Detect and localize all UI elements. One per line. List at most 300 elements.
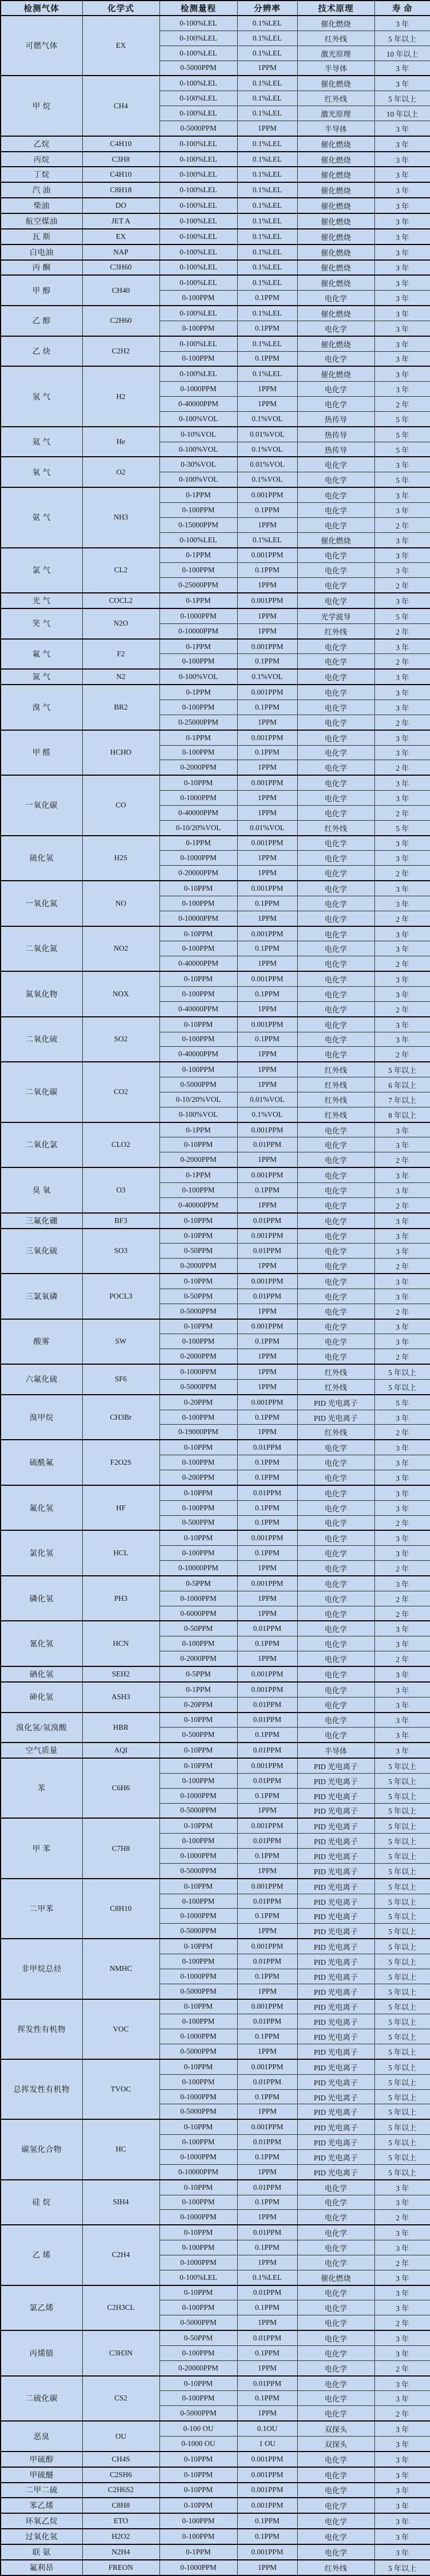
resolution-cell: 0.1PPM [237, 941, 297, 956]
resolution-cell: 1PPM [237, 1062, 297, 1077]
table-row [1, 775, 430, 790]
range-cell: 0-6000PPM [159, 1606, 237, 1621]
life-cell: 3 年 [374, 503, 430, 518]
principle-cell: 电化学 [297, 2330, 374, 2345]
principle-cell: 电化学 [297, 2255, 374, 2270]
range-cell: 0-500PPM [159, 1515, 237, 1530]
resolution-cell: 0.1PPM [237, 2029, 297, 2044]
resolution-cell: 1PPM [237, 1379, 297, 1394]
principle-cell: 光学波导 [297, 608, 374, 623]
principle-cell: 催化燃烧 [297, 152, 374, 167]
resolution-cell: 0.01PPM [237, 1743, 297, 1758]
life-cell: 5 年以上 [374, 1364, 430, 1379]
principle-cell: 热传导 [297, 427, 374, 442]
principle-cell: 电化学 [297, 1334, 374, 1349]
resolution-cell: 0.1%LEL [237, 275, 297, 290]
gas-name-cell: 笑 气 [1, 608, 82, 639]
principle-cell: 电化学 [297, 487, 374, 502]
gas-name-cell: 苯 [1, 1758, 82, 1818]
principle-cell: 电化学 [297, 457, 374, 472]
resolution-cell: 0.1%LEL [237, 46, 297, 61]
gas-name-cell: 三氧化硫 [1, 1229, 82, 1274]
gas-name-cell: 溴甲烷 [1, 1395, 82, 1440]
life-cell: 5 年以上 [374, 2089, 430, 2104]
gas-name-cell: 丙烷 [1, 152, 82, 167]
gas-name-cell: 可燃气体 [1, 16, 82, 76]
gas-formula-cell: F2 [82, 639, 159, 670]
principle-cell: 双探头 [297, 2421, 374, 2436]
resolution-cell: 1PPM [237, 1047, 297, 1062]
resolution-cell: 0.1PPM [237, 291, 297, 306]
principle-cell: 电化学 [297, 1621, 374, 1636]
principle-cell: 催化燃烧 [297, 167, 374, 182]
table-row [1, 1999, 430, 2014]
range-cell: 0-20000PPM [159, 2360, 237, 2375]
range-cell: 0-5000PPM [159, 2406, 237, 2421]
gas-formula-cell: He [82, 427, 159, 457]
header-resolution: 分辨率 [237, 1, 297, 16]
life-cell: 5 年以上 [374, 2074, 430, 2089]
resolution-cell: 0.01PPM [237, 2330, 297, 2345]
range-cell: 0-10PPM [159, 2180, 237, 2195]
life-cell: 2 年 [374, 1425, 430, 1440]
range-cell: 0-10PPM [159, 1713, 237, 1728]
principle-cell: PID 光电离子 [297, 2044, 374, 2059]
principle-cell: 电化学 [297, 2240, 374, 2255]
life-cell: 3 年 [374, 275, 430, 290]
range-cell: 0-100PPM [159, 941, 237, 956]
gas-formula-cell: SW [82, 1319, 159, 1365]
life-cell: 5 年 [374, 411, 430, 426]
range-cell: 0-10PPM [159, 2059, 237, 2074]
table-row [1, 1213, 430, 1229]
gas-formula-cell: C2H3CL [82, 2285, 159, 2331]
resolution-cell: 0.1PPM [237, 1515, 297, 1530]
range-cell: 0-5000PPM [159, 1863, 237, 1878]
life-cell: 5 年以上 [374, 2149, 430, 2164]
principle-cell: 电化学 [297, 1455, 374, 1470]
gas-name-cell: 溴化氢/氢溴酸 [1, 1713, 82, 1743]
life-cell: 3 年 [374, 1470, 430, 1485]
table-row [1, 152, 430, 167]
resolution-cell: 1PPM [237, 2255, 297, 2270]
life-cell: 2 年 [374, 1561, 430, 1576]
resolution-cell: 1PPM [237, 1425, 297, 1440]
principle-cell: PID 光电离子 [297, 1999, 374, 2014]
life-cell: 5 年以上 [374, 2104, 430, 2119]
resolution-cell: 0.1PPM [237, 654, 297, 669]
range-cell: 0-10PPM [159, 1818, 237, 1833]
gas-formula-cell: H2S [82, 836, 159, 881]
life-cell: 3 年 [374, 2270, 430, 2285]
table-row [1, 76, 430, 91]
resolution-cell: 0.1%VOL [237, 1107, 297, 1122]
life-cell: 3 年 [374, 532, 430, 547]
range-cell: 0-10000PPM [159, 911, 237, 926]
table-row [1, 2544, 430, 2560]
gas-formula-cell: C3H3N [82, 2330, 159, 2376]
range-cell: 0-20PPM [159, 1697, 237, 1712]
resolution-cell: 0.01PPM [237, 1244, 297, 1259]
gas-name-cell: 三氟化硼 [1, 1213, 82, 1229]
gas-formula-cell: CL2 [82, 548, 159, 593]
gas-formula-cell: SO3 [82, 1229, 159, 1274]
life-cell: 3 年 [374, 2240, 430, 2255]
range-cell: 0-1000PPM [159, 851, 237, 866]
table-row [1, 336, 430, 351]
life-cell: 3 年 [374, 1530, 430, 1545]
range-cell: 0-100PPM [159, 1032, 237, 1047]
resolution-cell: 0.01PPM [237, 1440, 297, 1455]
range-cell: 0-100PPM [159, 745, 237, 760]
life-cell: 3 年 [374, 1576, 430, 1591]
life-cell: 3 年 [374, 926, 430, 941]
principle-cell: 电化学 [297, 760, 374, 775]
range-cell: 0-100PPM [159, 896, 237, 911]
range-cell: 0-100PPM [159, 700, 237, 715]
range-cell: 0-100%LEL [159, 306, 237, 321]
life-cell: 3 年 [374, 2544, 430, 2560]
life-cell: 5 年 [374, 442, 430, 457]
life-cell: 2 年 [374, 2360, 430, 2375]
resolution-cell: 0.01%VOL [237, 427, 297, 442]
resolution-cell: 0.1PPM [237, 2529, 297, 2544]
resolution-cell: 0.1%LEL [237, 336, 297, 351]
gas-name-cell: 白电油 [1, 244, 82, 260]
range-cell: 0-100%VOL [159, 411, 237, 426]
resolution-cell: 0.001PPM [237, 2059, 297, 2074]
principle-cell: 电化学 [297, 1047, 374, 1062]
range-cell: 0-10PPM [159, 2498, 237, 2513]
principle-cell: 双探头 [297, 2437, 374, 2452]
range-cell: 0-100%LEL [159, 76, 237, 91]
resolution-cell: 0.01PPM [237, 2074, 297, 2089]
resolution-cell: 0.001PPM [237, 487, 297, 502]
principle-cell: PID 光电离子 [297, 1410, 374, 1425]
range-cell: 0-100%LEL [159, 46, 237, 61]
life-cell: 5 年以上 [374, 1758, 430, 1773]
principle-cell: 电化学 [297, 669, 374, 685]
gas-name-cell: 乙 烯 [1, 2225, 82, 2285]
life-cell: 3 年 [374, 382, 430, 397]
life-cell: 3 年 [374, 1289, 430, 1304]
gas-formula-cell: SF6 [82, 1364, 159, 1395]
range-cell: 0-10PPM [159, 971, 237, 986]
principle-cell: PID 光电离子 [297, 2074, 374, 2089]
table-row [1, 1274, 430, 1289]
table-row [1, 685, 430, 700]
gas-formula-cell: COCL2 [82, 593, 159, 608]
principle-cell: 半导体 [297, 61, 374, 76]
gas-name-cell: 光 气 [1, 593, 82, 608]
gas-formula-cell: TVOC [82, 2059, 159, 2119]
range-cell: 0-100%LEL [159, 198, 237, 213]
life-cell: 3 年 [374, 76, 430, 91]
life-cell: 2 年 [374, 2255, 430, 2270]
gas-name-cell: 氯乙烯 [1, 2285, 82, 2331]
life-cell: 5 年以上 [374, 2135, 430, 2150]
resolution-cell: 0.1PPM [237, 896, 297, 911]
principle-cell: 红外线 [297, 31, 374, 46]
gas-formula-cell: ASH3 [82, 1682, 159, 1713]
life-cell: 3 年 [374, 336, 430, 351]
resolution-cell: 0.1PPM [237, 1849, 297, 1864]
principle-cell: 电化学 [297, 1244, 374, 1259]
resolution-cell: 0.001PPM [237, 548, 297, 563]
life-cell: 3 年 [374, 244, 430, 260]
gas-formula-cell: EX [82, 16, 159, 76]
range-cell: 0-10PPM [159, 2376, 237, 2391]
gas-name-cell: 甲 苯 [1, 1818, 82, 1878]
table-row [1, 1758, 430, 1773]
gas-formula-cell: CO2 [82, 1062, 159, 1122]
range-cell: 0-100PPM [159, 291, 237, 306]
table-row [1, 593, 430, 608]
principle-cell: 电化学 [297, 881, 374, 896]
principle-cell: 电化学 [297, 1546, 374, 1561]
principle-cell: PID 光电离子 [297, 1773, 374, 1788]
life-cell: 5 年以上 [374, 2560, 430, 2575]
life-cell: 3 年 [374, 1244, 430, 1259]
range-cell: 0-1PPM [159, 836, 237, 851]
principle-cell: 电化学 [297, 382, 374, 397]
range-cell: 0-100PPM [159, 563, 237, 578]
resolution-cell: 1PPM [237, 2315, 297, 2330]
principle-cell: 电化学 [297, 2285, 374, 2300]
principle-cell: 电化学 [297, 2360, 374, 2375]
range-cell: 0-5000PPM [159, 61, 237, 76]
resolution-cell: 1PPM [237, 121, 297, 136]
principle-cell: 催化燃烧 [297, 532, 374, 547]
gas-formula-cell: H2 [82, 366, 159, 426]
life-cell: 3 年 [374, 548, 430, 563]
resolution-cell: 0.1%LEL [237, 152, 297, 167]
life-cell: 2 年 [374, 578, 430, 593]
range-cell: 0-100PPM [159, 351, 237, 366]
resolution-cell: 1PPM [237, 956, 297, 971]
gas-formula-cell: C3H60 [82, 260, 159, 276]
resolution-cell: 0.01PPM [237, 1773, 297, 1788]
range-cell: 0-10PPM [159, 1939, 237, 1954]
range-cell: 0-1000PPM [159, 608, 237, 623]
table-row [1, 1167, 430, 1182]
principle-cell: 红外线 [297, 1425, 374, 1440]
range-cell: 0-5000PPM [159, 1984, 237, 1999]
principle-cell: 电化学 [297, 1197, 374, 1212]
life-cell: 5 年以上 [374, 1788, 430, 1803]
gas-name-cell: 甲 醇 [1, 275, 82, 306]
range-cell: 0-5000PPM [159, 1379, 237, 1394]
resolution-cell: 0.001PPM [237, 971, 297, 986]
table-row [1, 244, 430, 260]
principle-cell: 电化学 [297, 1606, 374, 1621]
principle-cell: 电化学 [297, 1591, 374, 1606]
life-cell: 2 年 [374, 397, 430, 412]
resolution-cell: 0.1PPM [237, 2240, 297, 2255]
gas-formula-cell: C7H8 [82, 1818, 159, 1878]
header-row [1, 1, 430, 16]
principle-cell: 电化学 [297, 926, 374, 941]
life-cell: 3 年 [374, 1122, 430, 1137]
gas-name-cell: 乙 醇 [1, 306, 82, 336]
principle-cell: 催化燃烧 [297, 336, 374, 351]
resolution-cell: 1PPM [237, 760, 297, 775]
resolution-cell: 0.01PPM [237, 1621, 297, 1636]
table-row [1, 1576, 430, 1591]
life-cell: 3 年 [374, 1334, 430, 1349]
resolution-cell: 0.1%LEL [237, 260, 297, 276]
gas-formula-cell: C4H10 [82, 167, 159, 182]
principle-cell: 电化学 [297, 1530, 374, 1545]
resolution-cell: 1PPM [237, 2406, 297, 2421]
principle-cell: PID 光电离子 [297, 1395, 374, 1410]
range-cell: 0-100%LEL [159, 244, 237, 260]
life-cell: 3 年 [374, 1229, 430, 1244]
life-cell: 3 年 [374, 896, 430, 911]
range-cell: 0-100PPM [159, 2513, 237, 2529]
range-cell: 0-40000PPM [159, 1197, 237, 1212]
life-cell: 3 年 [374, 167, 430, 182]
range-cell: 0-5PPM [159, 1666, 237, 1682]
table-row [1, 2529, 430, 2544]
table-row [1, 2498, 430, 2513]
principle-cell: 电化学 [297, 987, 374, 1002]
gas-formula-cell: HCHO [82, 730, 159, 776]
resolution-cell: 1PPM [237, 1561, 297, 1576]
resolution-cell: 0.01PPM [237, 1289, 297, 1304]
life-cell: 3 年 [374, 1485, 430, 1500]
resolution-cell: 1PPM [237, 866, 297, 881]
resolution-cell: 0.001PPM [237, 2119, 297, 2134]
life-cell: 3 年 [374, 1319, 430, 1334]
life-cell: 3 年 [374, 2195, 430, 2210]
principle-cell: 热传导 [297, 442, 374, 457]
resolution-cell: 0.1%LEL [237, 532, 297, 547]
principle-cell: 催化燃烧 [297, 198, 374, 213]
life-cell: 5 年以上 [374, 2119, 430, 2134]
principle-cell: 电化学 [297, 1137, 374, 1152]
principle-cell: 电化学 [297, 1713, 374, 1728]
table-row [1, 1743, 430, 1758]
range-cell: 0-100PPM [159, 1834, 237, 1849]
table-row [1, 1440, 430, 1455]
gas-formula-cell: CO [82, 775, 159, 835]
range-cell: 0-20PPM [159, 1395, 237, 1410]
gas-table-body [1, 16, 430, 2575]
table-row [1, 1364, 430, 1379]
resolution-cell: 0.1PPM [237, 2391, 297, 2406]
resolution-cell: 1PPM [237, 2560, 297, 2575]
life-cell: 5 年以上 [374, 1984, 430, 1999]
range-cell: 0-50PPM [159, 1244, 237, 1259]
range-cell: 0-40000PPM [159, 805, 237, 820]
gas-name-cell: 碳氢化合物 [1, 2119, 82, 2179]
range-cell: 0-1000PPM [159, 1364, 237, 1379]
life-cell: 3 年 [374, 2421, 430, 2436]
life-cell: 3 年 [374, 1697, 430, 1712]
resolution-cell: 0.01%VOL [237, 1092, 297, 1107]
gas-name-cell: 联 氨 [1, 2544, 82, 2560]
life-cell: 7 年以上 [374, 1092, 430, 1107]
life-cell: 3 年 [374, 1455, 430, 1470]
range-cell: 0-1000PPM [159, 1909, 237, 1924]
principle-cell: 红外线 [297, 1077, 374, 1092]
principle-cell: 电化学 [297, 517, 374, 532]
gas-name-cell: 乙烷 [1, 136, 82, 152]
principle-cell: 电化学 [297, 639, 374, 654]
gas-name-cell: 氰化氢 [1, 1621, 82, 1666]
resolution-cell: 0.001PPM [237, 685, 297, 700]
resolution-cell: 0.01PPM [237, 2014, 297, 2029]
resolution-cell: 1PPM [237, 2044, 297, 2059]
gas-name-cell: 二甲二硫 [1, 2483, 82, 2498]
resolution-cell: 0.001PPM [237, 1682, 297, 1697]
table-row [1, 1939, 430, 1954]
life-cell: 2 年 [374, 1651, 430, 1666]
header-gas: 检测气体 [1, 1, 82, 16]
range-cell: 0-1000PPM [159, 1591, 237, 1606]
resolution-cell: 0.01PPM [237, 2376, 297, 2391]
principle-cell: 红外线 [297, 1379, 374, 1394]
range-cell: 0-100PPM [159, 1334, 237, 1349]
gas-name-cell: 砷化氢 [1, 1682, 82, 1713]
life-cell: 3 年 [374, 791, 430, 806]
principle-cell: PID 光电离子 [297, 1969, 374, 1984]
gas-formula-cell: C8H8 [82, 2498, 159, 2513]
resolution-cell: 0.01%VOL [237, 457, 297, 472]
gas-formula-cell: C2H2 [82, 336, 159, 367]
table-row [1, 2119, 430, 2134]
resolution-cell: 0.1%VOL [237, 669, 297, 685]
range-cell: 0-100PPM [159, 1636, 237, 1651]
principle-cell: PID 光电离子 [297, 1788, 374, 1803]
table-row [1, 1485, 430, 1500]
principle-cell: 电化学 [297, 578, 374, 593]
resolution-cell: 0.1PPM [237, 1182, 297, 1197]
life-cell: 5 年以上 [374, 2029, 430, 2044]
range-cell: 0-100%LEL [159, 260, 237, 276]
principle-cell: 电化学 [297, 1651, 374, 1666]
principle-cell: PID 光电离子 [297, 1834, 374, 1849]
principle-cell: PID 光电离子 [297, 1954, 374, 1969]
range-cell: 0-100PPM [159, 1954, 237, 1969]
gas-formula-cell: DO [82, 198, 159, 213]
resolution-cell: 0.001PPM [237, 1319, 297, 1334]
range-cell: 0-10PPM [159, 2285, 237, 2300]
life-cell: 3 年 [374, 1713, 430, 1728]
resolution-cell: 0.1PPM [237, 1969, 297, 1984]
range-cell: 0-10PPM [159, 1017, 237, 1032]
gas-formula-cell: BR2 [82, 685, 159, 730]
gas-formula-cell: NOX [82, 971, 159, 1017]
range-cell: 0-40000PPM [159, 1001, 237, 1016]
life-cell: 3 年 [374, 182, 430, 198]
table-row [1, 136, 430, 152]
life-cell: 2 年 [374, 1259, 430, 1274]
life-cell: 3 年 [374, 2391, 430, 2406]
range-cell: 0-1000PPM [159, 1788, 237, 1803]
principle-cell: 电化学 [297, 351, 374, 366]
life-cell: 3 年 [374, 487, 430, 502]
range-cell: 0-2000PPM [159, 1152, 237, 1167]
gas-name-cell: 酸雾 [1, 1319, 82, 1365]
life-cell: 5 年以上 [374, 1379, 430, 1394]
principle-cell: 红外线 [297, 1092, 374, 1107]
life-cell: 3 年 [374, 941, 430, 956]
range-cell: 0-100PPM [159, 503, 237, 518]
life-cell: 5 年 [374, 1395, 430, 1410]
principle-cell: PID 光电离子 [297, 2014, 374, 2029]
